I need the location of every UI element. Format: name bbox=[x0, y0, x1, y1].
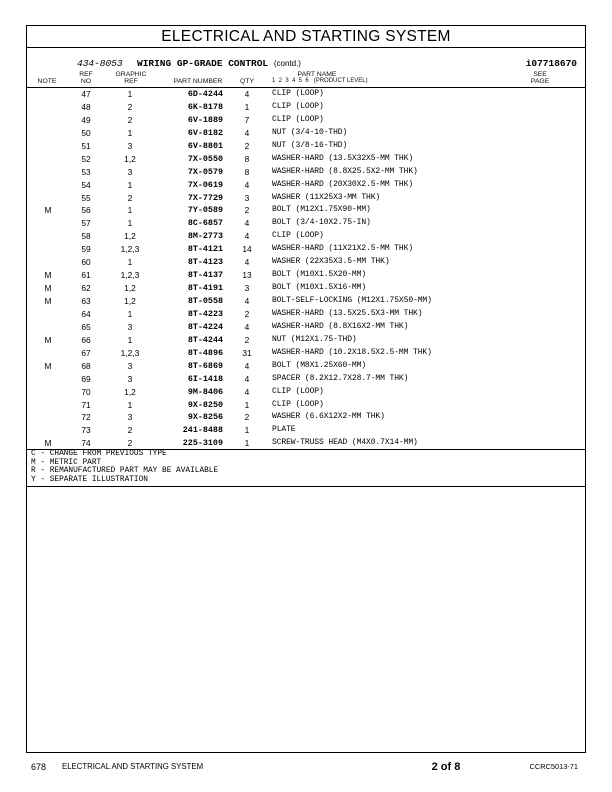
qty-cell: 4 bbox=[244, 179, 250, 190]
parts-table bbox=[27, 88, 585, 450]
ref-no-cell: 65 bbox=[81, 321, 91, 332]
graphic-ref-cell: 1,2 bbox=[124, 153, 136, 164]
header-graphic-ref-2: REF bbox=[124, 78, 138, 85]
note-cell: M bbox=[44, 205, 52, 216]
qty-cell: 4 bbox=[244, 386, 250, 397]
part-number-cell: 8T-4191 bbox=[187, 283, 223, 294]
table-row bbox=[27, 114, 585, 127]
part-name-cell: WASHER (11X25X3-MM THK) bbox=[272, 192, 381, 202]
ref-no-cell: 62 bbox=[81, 283, 91, 294]
qty-cell: 1 bbox=[244, 425, 250, 436]
graphic-ref-cell: 2 bbox=[127, 114, 133, 125]
part-number-cell: 8M-2773 bbox=[187, 231, 223, 242]
ref-no-cell: 59 bbox=[81, 244, 91, 255]
qty-cell: 4 bbox=[244, 257, 250, 268]
qty-cell: 8 bbox=[244, 153, 250, 164]
table-row bbox=[27, 295, 585, 308]
part-number-cell: 8T-0558 bbox=[187, 296, 223, 306]
qty-cell: 4 bbox=[244, 321, 250, 332]
part-name-cell: BOLT (M10X1.5X20-MM) bbox=[272, 270, 367, 280]
table-row bbox=[27, 204, 585, 217]
table-row bbox=[27, 217, 585, 230]
table-row bbox=[27, 256, 585, 269]
part-name-cell: WASHER (22X35X3.5-MM THK) bbox=[272, 257, 390, 267]
qty-cell: 2 bbox=[244, 205, 250, 216]
table-row bbox=[27, 192, 585, 205]
part-number-cell: 6K-8178 bbox=[187, 101, 223, 112]
qty-cell: 7 bbox=[244, 114, 250, 125]
footer-section: ELECTRICAL AND STARTING SYSTEM bbox=[62, 762, 204, 771]
group-contd: (contd.) bbox=[273, 59, 301, 68]
part-name-cell: WASHER-HARD (8.8X16X2-MM THK) bbox=[272, 321, 409, 331]
graphic-ref-cell: 1,2,3 bbox=[120, 347, 140, 358]
part-name-cell: NUT (3/8-16-THD) bbox=[272, 140, 348, 150]
graphic-ref-cell: 1 bbox=[127, 399, 133, 410]
ref-no-cell: 63 bbox=[81, 296, 91, 306]
ref-no-cell: 50 bbox=[81, 127, 91, 138]
table-row bbox=[27, 243, 585, 256]
part-name-cell: WASHER-HARD (13.5X32X5-MM THK) bbox=[272, 153, 414, 163]
part-name-cell: CLIP (LOOP) bbox=[272, 114, 324, 124]
graphic-ref-cell: 3 bbox=[127, 373, 133, 384]
part-name-cell: WASHER-HARD (13.5X25.5X3-MM THK) bbox=[272, 308, 423, 318]
qty-cell: 1 bbox=[244, 101, 250, 112]
part-name-cell: NUT (M12X1.75-THD) bbox=[272, 334, 357, 344]
part-number-cell: 8T-4223 bbox=[187, 308, 223, 319]
part-number-cell: 8T-4244 bbox=[187, 334, 223, 345]
part-number-cell: 7X-7729 bbox=[187, 192, 223, 203]
table-row bbox=[27, 411, 585, 424]
ref-no-cell: 72 bbox=[81, 412, 91, 423]
qty-cell: 2 bbox=[244, 140, 250, 151]
ref-no-cell: 56 bbox=[81, 205, 91, 216]
ref-no-cell: 57 bbox=[81, 218, 91, 229]
part-number-cell: 9M-8406 bbox=[187, 386, 223, 397]
part-name-cell: WASHER-HARD (8.8X25.5X2-MM THK) bbox=[272, 166, 418, 176]
ref-no-cell: 70 bbox=[81, 386, 91, 397]
part-name-cell: CLIP (LOOP) bbox=[272, 399, 324, 409]
header-part-number: PART NUMBER bbox=[173, 78, 223, 85]
graphic-ref-cell: 1,2 bbox=[124, 386, 136, 397]
table-row bbox=[27, 179, 585, 192]
table-row bbox=[27, 101, 585, 114]
footer-page-of: 2 of 8 bbox=[431, 761, 461, 773]
qty-cell: 2 bbox=[244, 412, 250, 423]
ref-no-cell: 54 bbox=[81, 179, 91, 190]
note-cell: M bbox=[44, 438, 52, 449]
note-cell: M bbox=[44, 270, 52, 281]
table-row bbox=[27, 334, 585, 347]
part-number-cell: 7X-0579 bbox=[187, 166, 223, 177]
qty-cell: 8 bbox=[244, 166, 250, 177]
graphic-ref-cell: 1 bbox=[127, 89, 133, 99]
part-number-cell: 8T-4137 bbox=[187, 270, 223, 281]
header-note: NOTE bbox=[37, 78, 57, 85]
part-name-cell: PLATE bbox=[272, 425, 296, 435]
qty-cell: 13 bbox=[242, 270, 252, 281]
note-cell: M bbox=[44, 360, 52, 371]
header-ref-no-2: NO bbox=[80, 78, 92, 85]
part-name-cell: BOLT (M8X1.25X60-MM) bbox=[272, 360, 367, 370]
note-cell: M bbox=[44, 334, 52, 345]
graphic-ref-cell: 1,2,3 bbox=[120, 270, 140, 281]
ref-no-cell: 64 bbox=[81, 308, 91, 319]
qty-cell: 3 bbox=[244, 283, 250, 294]
ref-no-cell: 71 bbox=[81, 399, 91, 410]
ref-no-cell: 48 bbox=[81, 101, 91, 112]
legend-item: Y - SEPARATE ILLUSTRATION bbox=[31, 476, 148, 485]
part-name-cell: WASHER-HARD (20X30X2.5-MM THK) bbox=[272, 179, 414, 189]
header-product-level: 1 2 3 4 5 6 (PRODUCT LEVEL) bbox=[272, 78, 368, 84]
legend-item: R - REMANUFACTURED PART MAY BE AVAILABLE bbox=[31, 467, 219, 476]
table-row bbox=[27, 347, 585, 360]
ref-no-cell: 47 bbox=[81, 89, 91, 99]
part-name-cell: CLIP (LOOP) bbox=[272, 231, 324, 241]
table-row bbox=[27, 399, 585, 412]
graphic-ref-cell: 3 bbox=[127, 166, 133, 177]
table-row bbox=[27, 166, 585, 179]
part-name-cell: NUT (3/4-10-THD) bbox=[272, 127, 348, 137]
part-number-cell: 6V-8801 bbox=[187, 140, 223, 151]
ref-no-cell: 69 bbox=[81, 373, 91, 384]
part-name-cell: BOLT (3/4-10X2.75-IN) bbox=[272, 218, 371, 228]
graphic-ref-cell: 3 bbox=[127, 412, 133, 423]
qty-cell: 4 bbox=[244, 373, 250, 384]
graphic-ref-cell: 1 bbox=[127, 205, 133, 216]
part-name-cell: SCREW-TRUSS HEAD (M4X0.7X14-MM) bbox=[272, 438, 418, 448]
legend-divider-bottom bbox=[27, 486, 585, 487]
qty-cell: 31 bbox=[242, 347, 252, 358]
part-number-cell: 8T-6869 bbox=[187, 360, 223, 371]
part-name-cell: CLIP (LOOP) bbox=[272, 386, 324, 396]
graphic-ref-cell: 2 bbox=[127, 192, 133, 203]
part-number-cell: 8T-4224 bbox=[187, 321, 223, 332]
qty-cell: 2 bbox=[244, 308, 250, 319]
ref-no-cell: 68 bbox=[81, 360, 91, 371]
table-row bbox=[27, 360, 585, 373]
header-see-page-2: PAGE bbox=[530, 78, 550, 85]
group-name: WIRING GP-GRADE CONTROL bbox=[137, 58, 269, 69]
qty-cell: 1 bbox=[244, 399, 250, 410]
table-row bbox=[27, 230, 585, 243]
table-row bbox=[27, 386, 585, 399]
illustration-id: i07718670 bbox=[525, 58, 577, 69]
footer-page-number: 678 bbox=[31, 762, 47, 772]
graphic-ref-cell: 1,2,3 bbox=[120, 244, 140, 255]
footer-page-of-wrap bbox=[0, 761, 612, 774]
header-graphic-ref-1: GRAPHIC bbox=[115, 71, 147, 78]
graphic-ref-cell: 1 bbox=[127, 334, 133, 345]
ref-no-cell: 60 bbox=[81, 257, 91, 268]
part-number-cell: 8T-4123 bbox=[187, 257, 223, 268]
part-number-cell: 8T-4896 bbox=[187, 347, 223, 358]
part-number-cell: 6I-1418 bbox=[187, 373, 223, 384]
page-frame bbox=[26, 25, 586, 753]
ref-no-cell: 58 bbox=[81, 231, 91, 242]
qty-cell: 1 bbox=[244, 438, 250, 449]
legend bbox=[31, 450, 218, 485]
graphic-ref-cell: 1 bbox=[127, 257, 133, 268]
graphic-ref-cell: 1 bbox=[127, 179, 133, 190]
part-name-cell: BOLT (M10X1.5X16-MM) bbox=[272, 283, 367, 293]
part-name-cell: SPACER (8.2X12.7X28.7-MM THK) bbox=[272, 373, 409, 383]
table-row bbox=[27, 282, 585, 295]
graphic-ref-cell: 2 bbox=[127, 101, 133, 112]
graphic-ref-cell: 2 bbox=[127, 438, 133, 449]
graphic-ref-cell: 2 bbox=[127, 425, 133, 436]
part-number-cell: 225-3109 bbox=[182, 438, 223, 449]
part-number-cell: 9X-8250 bbox=[187, 399, 223, 410]
page-title: ELECTRICAL AND STARTING SYSTEM bbox=[27, 26, 585, 48]
graphic-ref-cell: 1 bbox=[127, 127, 133, 138]
group-number: 434-8053 bbox=[77, 58, 123, 69]
table-row bbox=[27, 153, 585, 166]
graphic-ref-cell: 1 bbox=[127, 218, 133, 229]
part-number-cell: 7X-0550 bbox=[187, 153, 223, 164]
header-see-page-1: SEE bbox=[533, 71, 547, 78]
ref-no-cell: 53 bbox=[81, 166, 91, 177]
ref-no-cell: 51 bbox=[81, 140, 91, 151]
ref-no-cell: 55 bbox=[81, 192, 91, 203]
table-row bbox=[27, 88, 585, 101]
graphic-ref-cell: 1,2 bbox=[124, 296, 136, 306]
graphic-ref-cell: 1,2 bbox=[124, 231, 136, 242]
header-part-name: PART NAME bbox=[297, 71, 337, 78]
qty-cell: 4 bbox=[244, 127, 250, 138]
qty-cell: 4 bbox=[244, 231, 250, 242]
graphic-ref-cell: 3 bbox=[127, 321, 133, 332]
part-name-cell: WASHER-HARD (11X21X2.5-MM THK) bbox=[272, 244, 414, 254]
graphic-ref-cell: 3 bbox=[127, 360, 133, 371]
part-number-cell: 6D-4244 bbox=[187, 89, 223, 99]
part-number-cell: 7X-0619 bbox=[187, 179, 223, 190]
header-ref-no-1: REF bbox=[79, 71, 93, 78]
group-name-line bbox=[137, 58, 301, 70]
qty-cell: 4 bbox=[244, 296, 250, 306]
ref-no-cell: 61 bbox=[81, 270, 91, 281]
qty-cell: 14 bbox=[242, 244, 252, 255]
part-number-cell: 8T-4121 bbox=[187, 244, 223, 255]
table-row bbox=[27, 424, 585, 437]
ref-no-cell: 52 bbox=[81, 153, 91, 164]
graphic-ref-cell: 1,2 bbox=[124, 283, 136, 294]
footer-doc-code: CCRC5013-71 bbox=[529, 762, 578, 771]
part-name-cell: BOLT-SELF-LOCKING (M12X1.75X50-MM) bbox=[272, 296, 432, 305]
part-name-cell: CLIP (LOOP) bbox=[272, 89, 324, 98]
qty-cell: 4 bbox=[244, 360, 250, 371]
ref-no-cell: 74 bbox=[81, 438, 91, 449]
part-number-cell: 6V-1889 bbox=[187, 114, 223, 125]
part-name-cell: BOLT (M12X1.75X90-MM) bbox=[272, 205, 371, 215]
part-name-cell: CLIP (LOOP) bbox=[272, 101, 324, 111]
ref-no-cell: 66 bbox=[81, 334, 91, 345]
part-number-cell: 8C-6857 bbox=[187, 218, 223, 229]
ref-no-cell: 49 bbox=[81, 114, 91, 125]
part-number-cell: 7Y-0589 bbox=[187, 205, 223, 216]
table-row bbox=[27, 269, 585, 282]
ref-no-cell: 67 bbox=[81, 347, 91, 358]
part-number-cell: 6V-8182 bbox=[187, 127, 223, 138]
part-number-cell: 241-8488 bbox=[182, 425, 223, 436]
part-name-cell: WASHER-HARD (10.2X18.5X2.5-MM THK) bbox=[272, 347, 432, 357]
legend-item: M - METRIC PART bbox=[31, 458, 102, 467]
qty-cell: 4 bbox=[244, 218, 250, 229]
qty-cell: 4 bbox=[244, 89, 250, 99]
part-number-cell: 9X-8256 bbox=[187, 412, 223, 423]
part-name-cell: WASHER (6.6X12X2-MM THK) bbox=[272, 412, 385, 422]
graphic-ref-cell: 3 bbox=[127, 140, 133, 151]
note-cell: M bbox=[44, 296, 52, 306]
table-row bbox=[27, 140, 585, 153]
qty-cell: 3 bbox=[244, 192, 250, 203]
legend-item: C - CHANGE FROM PREVIOUS TYPE bbox=[31, 450, 167, 458]
ref-no-cell: 73 bbox=[81, 425, 91, 436]
table-row bbox=[27, 321, 585, 334]
header-qty: QTY bbox=[240, 78, 254, 85]
note-cell: M bbox=[44, 283, 52, 294]
table-row bbox=[27, 308, 585, 321]
table-row bbox=[27, 127, 585, 140]
table-row bbox=[27, 373, 585, 386]
graphic-ref-cell: 1 bbox=[127, 308, 133, 319]
qty-cell: 2 bbox=[244, 334, 250, 345]
